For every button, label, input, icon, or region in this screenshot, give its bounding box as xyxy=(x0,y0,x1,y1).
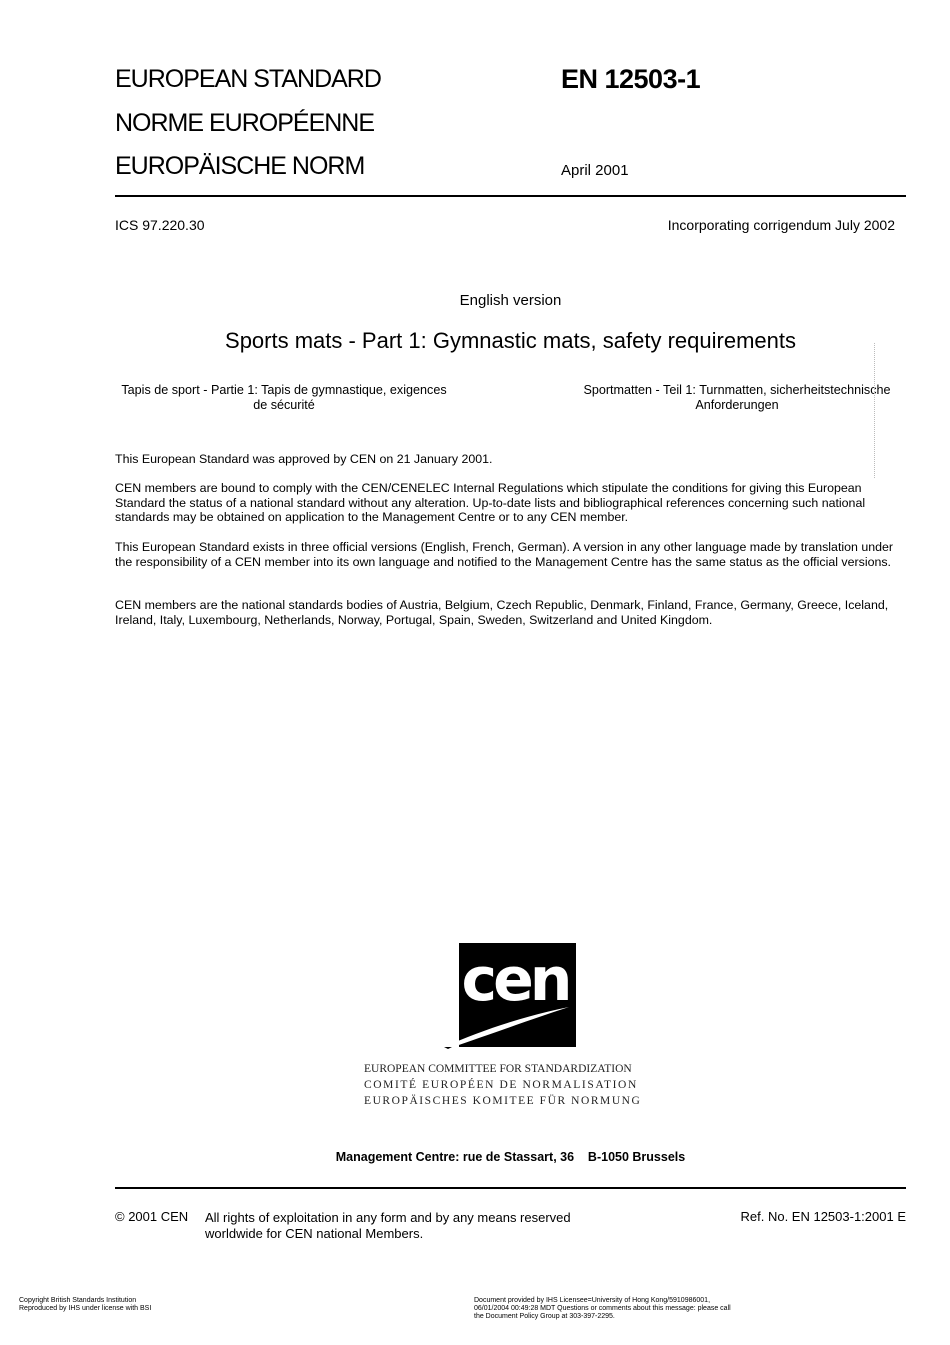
ihs-line-2: 06/01/2004 00:49:28 MDT Questions or comments about this message: please call xyxy=(474,1305,731,1312)
rights-statement xyxy=(205,1210,571,1241)
german-title-line-1: Sportmatten - Teil 1: Turnmatten, sicherheitstechnische xyxy=(583,383,891,397)
standard-title-en: EUROPEAN STANDARD xyxy=(115,65,381,93)
document-title: Sports mats - Part 1: Gymnastic mats, safety requirements xyxy=(225,328,796,353)
ihs-line-1: Document provided by IHS Licensee=University of Hong Kong/5910986001, xyxy=(474,1297,711,1304)
publication-date: April 2001 xyxy=(561,162,629,179)
german-title xyxy=(574,383,900,413)
cen-committee-en: EUROPEAN COMMITTEE FOR STANDARDIZATION xyxy=(364,1063,632,1075)
cen-logo-text: cen xyxy=(461,945,569,1015)
copyright-notice: © 2001 CEN xyxy=(115,1209,189,1224)
standard-title-de: EUROPÄISCHE NORM xyxy=(115,152,365,180)
cen-committee-de: EUROPÄISCHES KOMITEE FÜR NORMUNG xyxy=(364,1095,642,1107)
language-version: English version xyxy=(459,292,562,309)
cen-committee-fr: COMITÉ EUROPÉEN DE NORMALISATION xyxy=(364,1079,638,1091)
rights-line-1: All rights of exploitation in any form and by any means reserved xyxy=(205,1210,571,1225)
bsi-line-1: Copyright British Standards Institution xyxy=(19,1297,137,1304)
header-rule xyxy=(115,195,906,197)
versions-paragraph: This European Standard exists in three official versions (English, French, German). A version in any other language made by translation under the responsibility of a CEN member into its own language and notified to the Management Centre has the same status as the official versions. xyxy=(115,540,894,569)
reference-number: Ref. No. EN 12503-1:2001 E xyxy=(740,1209,906,1224)
footer-rule xyxy=(115,1187,906,1189)
ihs-notice xyxy=(474,1297,731,1321)
approval-paragraph: This European Standard was approved by CEN on 21 January 2001. xyxy=(115,452,493,466)
french-title-line-1: Tapis de sport - Partie 1: Tapis de gymnastique, exigences xyxy=(121,383,447,397)
compliance-paragraph: CEN members are bound to comply with the CEN/CENELEC Internal Regulations which stipulate the conditions for giving this European Standard the status of a national standard without any alteration. Up-to-date lists and bibliographical references concerning such national standards may be obtained on application to the Management Centre or to any CEN member. xyxy=(115,481,866,525)
french-title xyxy=(110,383,458,413)
german-title-line-2: Anforderungen xyxy=(695,398,779,412)
management-centre-address: Management Centre: rue de Stassart, 36 B-1050 Brussels xyxy=(335,1150,686,1164)
ihs-line-3: the Document Policy Group at 303-397-2295. xyxy=(474,1313,615,1320)
document-number: EN 12503-1 xyxy=(561,64,701,94)
cen-logo-graphic xyxy=(444,943,576,1049)
french-title-line-2: de sécurité xyxy=(253,398,315,412)
rights-line-2: worldwide for CEN national Members. xyxy=(205,1225,424,1241)
bsi-copyright xyxy=(19,1297,151,1313)
cen-logo xyxy=(444,943,576,1049)
standard-title-fr: NORME EUROPÉENNE xyxy=(115,109,375,137)
members-paragraph: CEN members are the national standards bodies of Austria, Belgium, Czech Republic, Denmark, Finland, France, Germany, Greece, Iceland, Ireland, Italy, Luxembourg, Netherlands, Norway, Portugal, Spain, Sweden, Switzerland and United Kingdom. xyxy=(115,598,889,627)
bsi-line-2: Reproduced by IHS under license with BSI xyxy=(19,1305,152,1312)
ics-code: ICS 97.220.30 xyxy=(115,217,205,233)
corrigendum-note: Incorporating corrigendum July 2002 xyxy=(667,217,895,233)
